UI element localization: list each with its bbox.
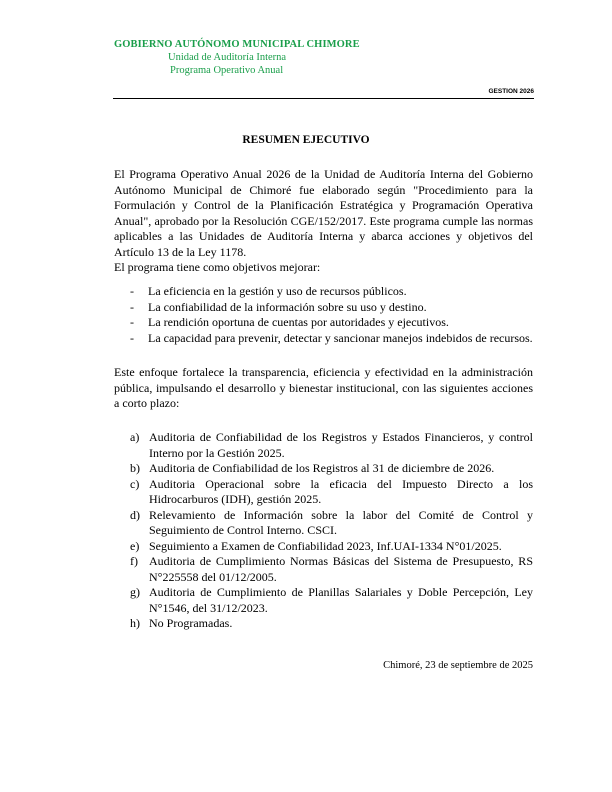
approach-paragraph: Este enfoque fortalece la transparencia, eficiencia y efectividad en la administración pública, impulsando el desarrollo y bienestar institucional, con las siguientes acciones a corto plazo: (114, 365, 533, 410)
header-unit: Unidad de Auditoría Interna (168, 52, 287, 63)
objective-text: La eficiencia en la gestión y uso de recursos públicos. (148, 284, 407, 298)
objective-text: La confiabilidad de la información sobre su uso y destino. (148, 299, 427, 314)
objective-item (130, 284, 533, 300)
action-marker: e) (130, 538, 140, 553)
objectives-intro: El programa tiene como objetivos mejorar: (114, 260, 321, 274)
action-item (130, 477, 533, 508)
list-dash: - (130, 284, 134, 298)
action-marker: f) (130, 554, 138, 568)
action-item (130, 539, 533, 555)
action-item (130, 585, 533, 616)
action-marker: c) (130, 476, 140, 491)
list-dash: - (130, 315, 134, 329)
action-text: Auditoria de Confiabilidad de los Registros al 31 de diciembre de 2026. (149, 461, 495, 475)
header-divider (113, 98, 534, 99)
action-text: No Programadas. (149, 616, 233, 630)
objective-item (130, 331, 533, 347)
header-organization: GOBIERNO AUTÓNOMO MUNICIPAL CHIMORE (114, 39, 360, 50)
date-line: Chimoré, 23 de septiembre de 2025 (383, 660, 533, 671)
objective-item (130, 315, 533, 331)
intro-paragraph: El Programa Operativo Anual 2026 de la Unidad de Auditoría Interna del Gobierno Autónomo Municipal de Chimoré fue elaborado según "Procedimiento para la Formulación y Control de la Planificación Estratégica y Programación Operativa Anual", aprobado por la Resolución CGE/152/2017. Este programa cumple las normas aplicables a las Unidades de Auditoría Interna y abarca acciones y objetivos del Artículo 13 de la Ley 1178. (114, 167, 533, 259)
action-text: Auditoria de Cumplimiento de Planillas Salariales y Doble Percepción, Ley N°1546, del 31/12/2023. (149, 585, 533, 615)
objective-text: La capacidad para prevenir, detectar y sancionar manejos indebidos de recursos. (148, 330, 533, 345)
objective-item (130, 300, 533, 316)
action-text: Auditoria de Cumplimiento Normas Básicas del Sistema de Presupuesto, RS N°225558 del 01/12/2005. (149, 554, 533, 584)
action-text: Auditoria Operacional sobre la eficacia del Impuesto Directo a los Hidrocarburos (IDH), gestión 2025. (149, 476, 533, 506)
action-item (130, 461, 533, 477)
actions-list (130, 430, 533, 632)
action-marker: d) (130, 507, 140, 522)
list-dash: - (130, 330, 134, 345)
action-text: Relevamiento de Información sobre la labor del Comité de Control y Seguimiento de Control Interno. CSCI. (149, 507, 533, 537)
action-text: Seguimiento a Examen de Confiabilidad 2023, Inf.UAI-1334 N°01/2025. (149, 538, 502, 553)
objectives-list (130, 284, 533, 346)
action-marker: h) (130, 616, 140, 630)
action-item (130, 508, 533, 539)
action-marker: g) (130, 585, 140, 599)
action-item (130, 616, 533, 632)
document-title: RESUMEN EJECUTIVO (242, 134, 370, 146)
header-program: Programa Operativo Anual (170, 65, 284, 76)
action-marker: b) (130, 461, 140, 475)
objective-text: La rendición oportuna de cuentas por autoridades y ejecutivos. (148, 315, 449, 329)
action-item (130, 554, 533, 585)
action-marker: a) (130, 430, 140, 444)
action-text: Auditoria de Confiabilidad de los Registros y Estados Financieros, y control Interno por la Gestión 2025. (149, 430, 533, 460)
list-dash: - (130, 299, 134, 314)
gestion-label: GESTION 2026 (488, 88, 534, 95)
action-item (130, 430, 533, 461)
